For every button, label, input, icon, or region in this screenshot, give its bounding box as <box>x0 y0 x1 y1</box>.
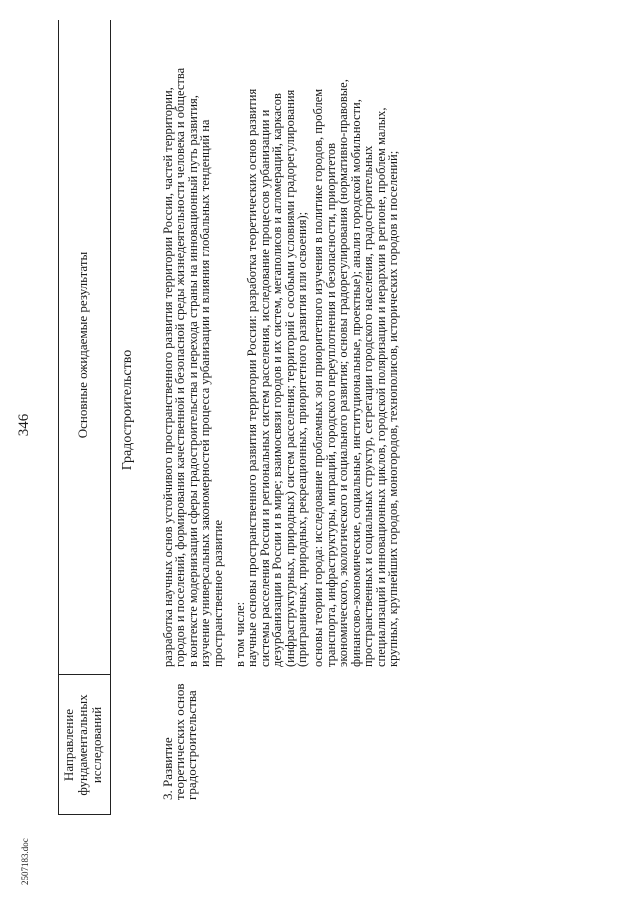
column-header-results: Основные ожидаемые результаты <box>75 251 90 439</box>
column-divider-middle <box>58 674 110 675</box>
section-title: Градостроительство <box>120 349 135 471</box>
in-that-number-label: в том числе: <box>233 601 248 667</box>
column-header-direction: Направление фундаментальных исследований <box>61 694 104 796</box>
header-bottom-rule <box>110 20 111 815</box>
document-code: 2507183.doc <box>20 838 30 885</box>
result-paragraph-2: научные основы пространственного развития территории России: разработка теоретических основ развития системы расселения России и региональных систем расселения, исследование процессов урбанизации и дезурбанизации в России и в мире; взаимосвязи городов и их систем, мегаполисов и агломераций, каркасов (инфраструктурных, природных) систем расселения; территорий с особыми условиями градорегулирования (приграничных, природных, рекреационных, приоритетного развития или освоения); <box>245 88 310 667</box>
result-paragraph-3: основы теории города: исследование проблемных зон приоритетного изучения в политике городов, проблем транспорта, инфраструктуры, миграций, городского переуплотнения и безопасности, приоритетов экономического, экологического и социального развития; основы градорегулирования (нормативно-правовые, финансово-экономические, социальные, институциональные, проектные); анализ городской мобильности, пространственных и социальных структур, сегрегации городского населения, градостроительных специализаций и инновационных циклов, городской поляризации и иерархии в регионе, проблем малых, крупных, крупнейших городов, моногородов, технополисов, исторических городов и поселений; <box>311 79 400 667</box>
table-top-rule <box>58 20 59 815</box>
result-paragraph-1: разработка научных основ устойчивого пространственного развития территории России, частей территории, городов и поселений, формирования качественной и безопасной среды жизнедеятельности человека и общества в контексте модернизации сферы градостроительства и перехода страны на инновационный путь развития, изучение универсальных закономерностей процесса урбанизации и влияния глобальных тенденций на пространственное развитие <box>161 67 225 667</box>
expected-results <box>162 67 399 667</box>
research-direction: 3. Развитие теоретических основ градостроительства <box>160 683 199 800</box>
page-number: 346 <box>16 413 32 437</box>
column-divider-left <box>58 814 110 815</box>
